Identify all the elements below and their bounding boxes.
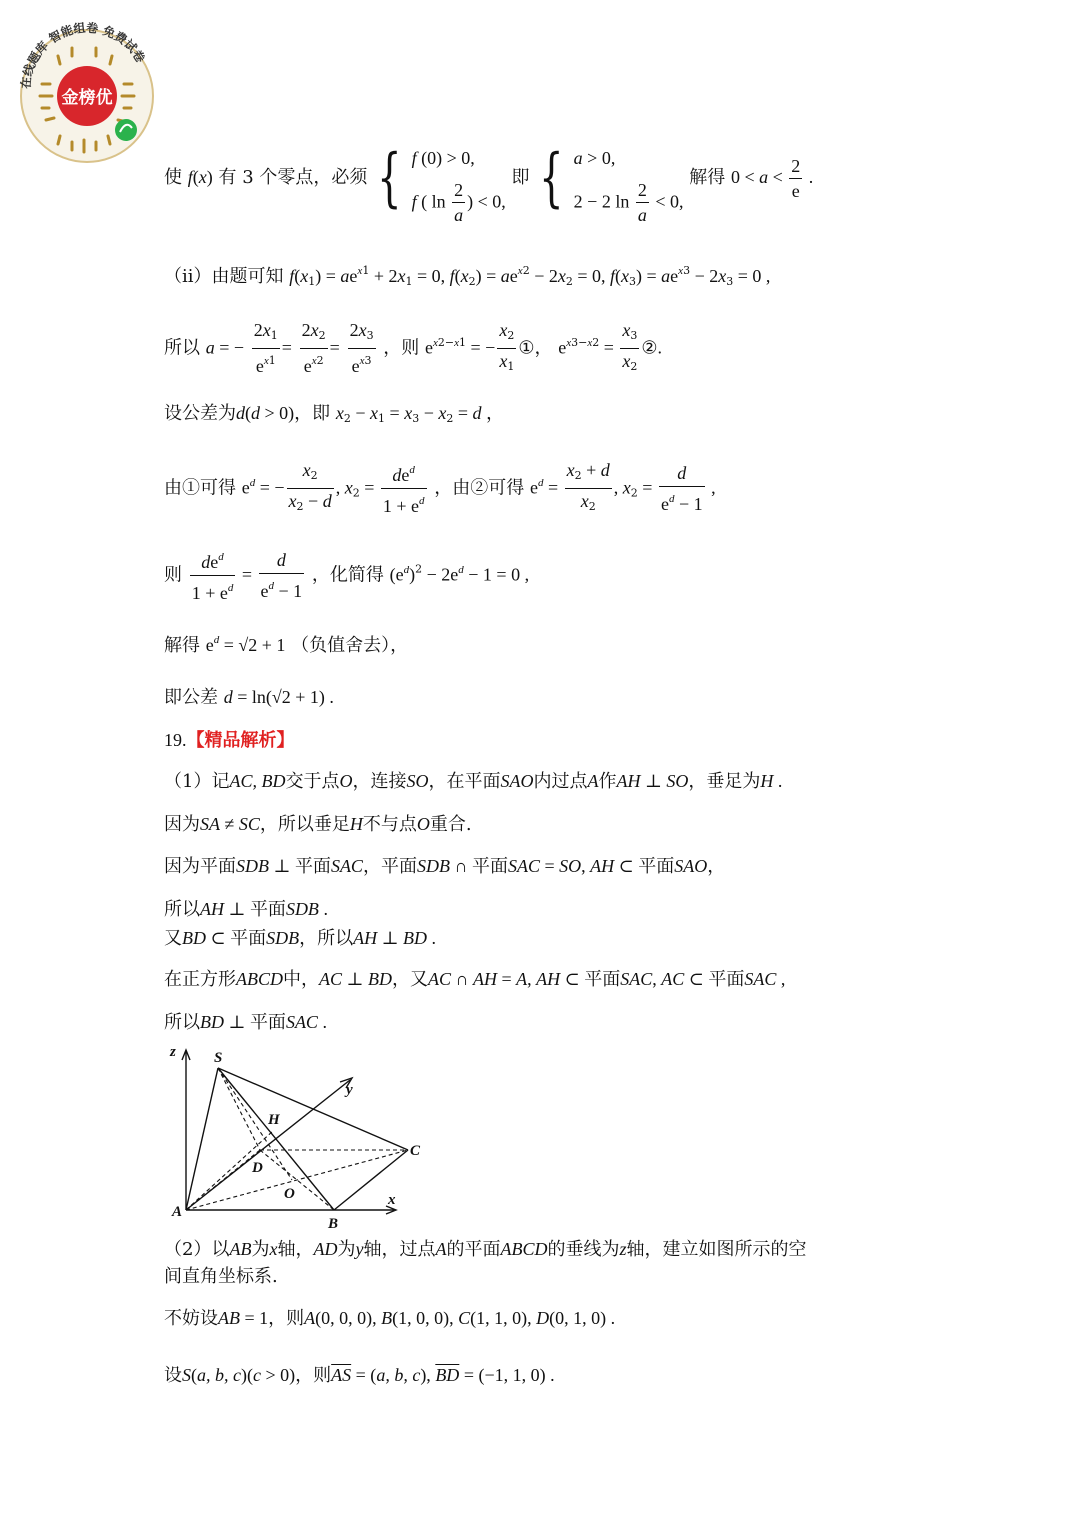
label-B: B <box>328 1216 339 1232</box>
text: ，则 <box>383 337 420 359</box>
text: 由①可得 <box>164 477 236 499</box>
text: 平面 <box>638 856 675 877</box>
text: 平面 <box>294 856 331 877</box>
text: ，所以垂足 <box>259 814 350 835</box>
q19-line-7: 所以BD ⊥ 平面SAC . <box>164 1012 327 1033</box>
edge-BC <box>334 1150 408 1210</box>
edge-SB <box>218 1068 334 1210</box>
q19-line-1: （1）记AC, BD交于点O，连接SO，在平面SAO内过点A作AH ⊥ SO，垂足为H . <box>164 771 783 792</box>
q19-part2-line-1: （2）以AB为x轴，AD为y轴，过点A的平面ABCD的垂线为z轴，建立如图所示的空 <box>164 1239 807 1260</box>
text: 重合. <box>429 814 472 835</box>
label-D: D <box>252 1160 263 1176</box>
text: ，由②可得 <box>434 477 525 499</box>
text: 为 <box>251 1239 270 1260</box>
text: 轴，建立如图所示的空 <box>626 1239 807 1260</box>
text: 平面 <box>584 969 621 990</box>
text: 内过点 <box>533 771 588 792</box>
label-H: H <box>268 1112 280 1128</box>
text: （1）记 <box>164 771 230 792</box>
text: 因为 <box>164 814 200 835</box>
edge-SC <box>218 1068 408 1150</box>
text: 使 <box>164 167 182 188</box>
edge-SD <box>218 1068 260 1150</box>
text: ，又 <box>391 969 428 990</box>
text: 有 3 个零点，必须 <box>218 167 368 188</box>
q19-part2-line-3: 不妨设AB = 1，则A(0, 0, 0), B(1, 0, 0), C(1, 1, 0), D(0, 1, 0) . <box>164 1308 616 1329</box>
question-number: 19. <box>164 730 187 750</box>
text: 作 <box>598 771 617 792</box>
label-A: A <box>172 1204 183 1220</box>
text: ，则 <box>295 1365 332 1386</box>
text: 则 <box>164 564 182 586</box>
text: ，在平面 <box>428 771 501 792</box>
solution-line-2: （ii）由题可知 $f(x_1) = ae^{x1} + 2x_1 = 0$, $f(x_2) = ae^{x2} - 2x_2 = 0$, $f(x_3) = ae^{x3} - 2x_3 = 0$ , <box>164 264 771 288</box>
solution-line-1: 使 f(x) 有 3 个零点，必须 { f (0) > 0, f ( ln $\frac{2}{a}$ ) < 0, 即 { a > 0, 2 − 2 ln $\frac{2}{a}$ < 0, 解得 0 < a < $\frac{2}{e}$ . <box>164 141 814 225</box>
text: 平面 <box>708 969 745 990</box>
solution-line-3: 所以 a = − $\frac{2x_1}{e^{x1}}$ = $\frac{2x_2}{e^{x2}}$ = $\frac{2x_3}{e^{x3}}$ ，则 $e^{x2-x1}$ = − $\frac{x_2}{x_1}$ ①， $e^{x3-x2}$ = $\frac{x_3}{x_2}$ ②. <box>164 320 663 376</box>
text: 又 <box>164 928 182 949</box>
text: ，垂足为 <box>688 771 761 792</box>
text: 间直角坐标系. <box>164 1266 278 1287</box>
text: 所以 <box>164 899 200 920</box>
q19-part2-line-4: 设S(a, b, c)(c > 0)，则$\overline{AS} = (a$, b, c), $\overline{BD} = (-1$, 1, 0) . <box>164 1365 555 1386</box>
text: ，化简得 <box>311 564 384 586</box>
text: 的垂线为 <box>547 1239 620 1260</box>
text: 不与点 <box>362 814 417 835</box>
text: 解得 <box>689 167 726 188</box>
solution-line-4: 设公差为d(d > 0)，即 $x_2 - x_1 = x_3 - x_2 = d$ ， <box>164 403 505 425</box>
text: 设公差为 <box>164 403 236 424</box>
text: 不妨设 <box>164 1308 218 1329</box>
label-S: S <box>214 1050 223 1066</box>
text: ，所以 <box>299 928 354 949</box>
text: 轴， <box>277 1239 314 1260</box>
logo-ring-text: 在线题库 智能组卷 免费试卷 <box>18 20 148 90</box>
text: （ii）由题可知 <box>164 266 284 287</box>
solution-line-7: 解得 $e^d = √2 + 1$ （负值舍去）， <box>164 634 409 656</box>
label-y: y <box>346 1082 353 1098</box>
text: （负值舍去）， <box>291 635 409 656</box>
q19-line-2: 因为SA ≠ SC，所以垂足H不与点O重合. <box>164 814 472 835</box>
text: 交于点 <box>285 771 340 792</box>
text: ，即 <box>294 403 331 424</box>
text: 即公差 <box>164 687 218 708</box>
solution-line-8: 即公差 d = ln(√2 + 1) . <box>164 687 334 708</box>
q19-line-6: 在正方形ABCD中，AC ⊥ BD，又AC ∩ AH = A, AH ⊂ 平面SAC, AC ⊂ 平面SAC , <box>164 969 786 990</box>
text: 平面 <box>249 1012 286 1033</box>
text: 平面 <box>230 928 267 949</box>
text: ，平面 <box>362 856 417 877</box>
label-C: C <box>410 1143 421 1159</box>
text: ， <box>707 856 726 877</box>
jinbangyou-logo <box>12 14 162 164</box>
text: 即 <box>511 167 530 188</box>
analysis-tag: 【精品解析】 <box>186 730 295 751</box>
solution-line-5: 由①可得 $e^d$ = − $\frac{x_2}{x_2 - d}$ , $x_2$ = $\frac{de^d}{1 + e^d}$ ，由②可得 $e^d$ = $\frac{x_2 + d}{x_2}$ , $x_2$ = $\frac{d}{e^d - 1}$ , <box>164 460 716 516</box>
q19-line-5: 又BD ⊂ 平面SDB，所以AH ⊥ BD . <box>164 928 437 949</box>
text: 因为平面 <box>164 856 236 877</box>
text: 平面 <box>471 856 508 877</box>
q19-part2-line-2 <box>164 1264 278 1290</box>
text: 解得 <box>164 635 200 656</box>
text: 所以 <box>164 1012 200 1033</box>
text: 平面 <box>249 899 286 920</box>
text: 所以 <box>164 337 200 359</box>
text: 在正方形 <box>164 969 236 990</box>
text: 中， <box>283 969 319 990</box>
label-x: x <box>388 1192 396 1208</box>
label-z: z <box>170 1044 176 1060</box>
pyramid-coordinate-figure <box>164 1040 434 1235</box>
text: （2）以 <box>164 1239 230 1260</box>
q19-line-4: 所以AH ⊥ 平面SDB . <box>164 899 328 920</box>
text: ，连接 <box>352 771 407 792</box>
text: 设 <box>164 1365 182 1386</box>
text: 的平面 <box>446 1239 501 1260</box>
logo-center-text: 金榜优 <box>61 88 113 108</box>
question-19-header <box>164 727 295 754</box>
q19-line-3: 因为平面SDB ⊥ 平面SAC，平面SDB ∩ 平面SAC = SO, AH ⊂ 平面SAO， <box>164 856 726 877</box>
label-O: O <box>284 1186 295 1202</box>
text: 轴，过点 <box>363 1239 436 1260</box>
text: 为 <box>337 1239 356 1260</box>
text: ，则 <box>268 1308 305 1329</box>
solution-line-6: 则 $\frac{de^d}{1 + e^d}$ = $\frac{d}{e^d - 1}$ ，化简得 $(e^d)^2 - 2e^d - 1 = 0$ , <box>164 545 529 606</box>
